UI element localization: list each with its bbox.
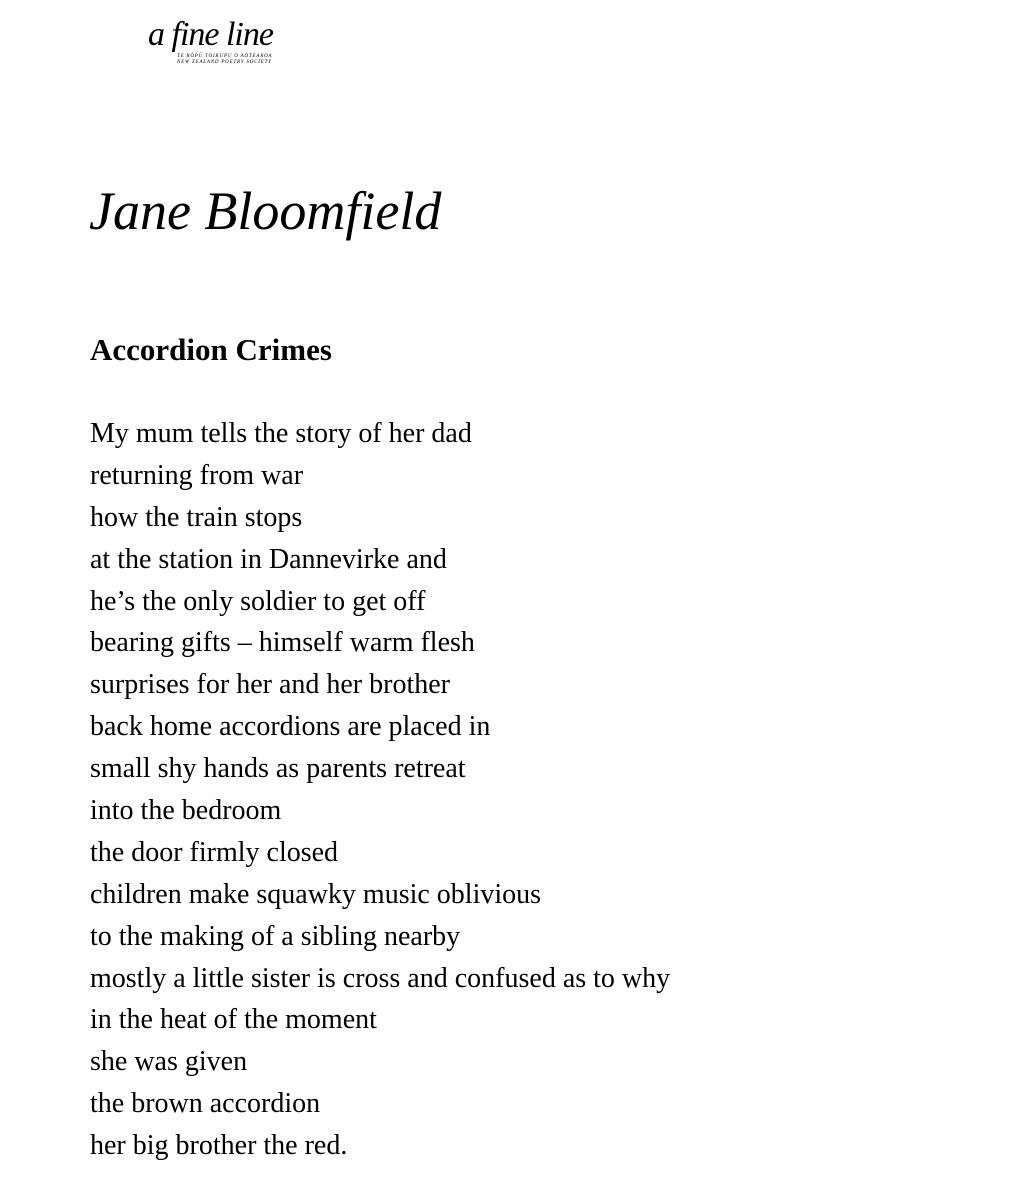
poem-line: surprises for her and her brother [90,669,450,701]
poem-line: how the train stops [90,501,303,533]
logo-wordmark: a fine line [148,16,273,53]
poem-title: Accordion Crimes [90,332,332,367]
poem-line: into the bedroom [90,795,282,827]
poem-line: in the heat of the moment [90,1004,377,1036]
poem-line: the brown accordion [90,1088,321,1120]
poem-line: her big brother the red. [90,1130,348,1162]
logo-subtitle-maori: TE RŌPŪ TOIKUPU O AOTEAROA [177,54,273,59]
poem-line: My mum tells the story of her dad [90,418,472,449]
poem-line: mostly a little sister is cross and confused as to why [90,962,671,994]
logo-subtitle-english: NEW ZEALAND POETRY SOCIETY [177,60,272,65]
poem-line: she was given [90,1046,248,1078]
poem-line: children make squawky music oblivious [90,878,542,910]
poem-line: small shy hands as parents retreat [90,753,466,785]
poem-line: bearing gifts – himself warm flesh [90,627,475,659]
poem-line: to the making of a sibling nearby [90,920,461,952]
author-name: Jane Bloomfield [89,181,442,241]
logo [148,16,298,68]
poem-line: returning from war [90,459,304,491]
poem-line: he’s the only soldier to get off [90,585,426,617]
poem-body [90,413,670,1167]
poem-line: at the station in Dannevirke and [90,543,447,575]
poem-line: back home accordions are placed in [90,711,491,743]
poem-line: the door firmly closed [90,836,339,868]
